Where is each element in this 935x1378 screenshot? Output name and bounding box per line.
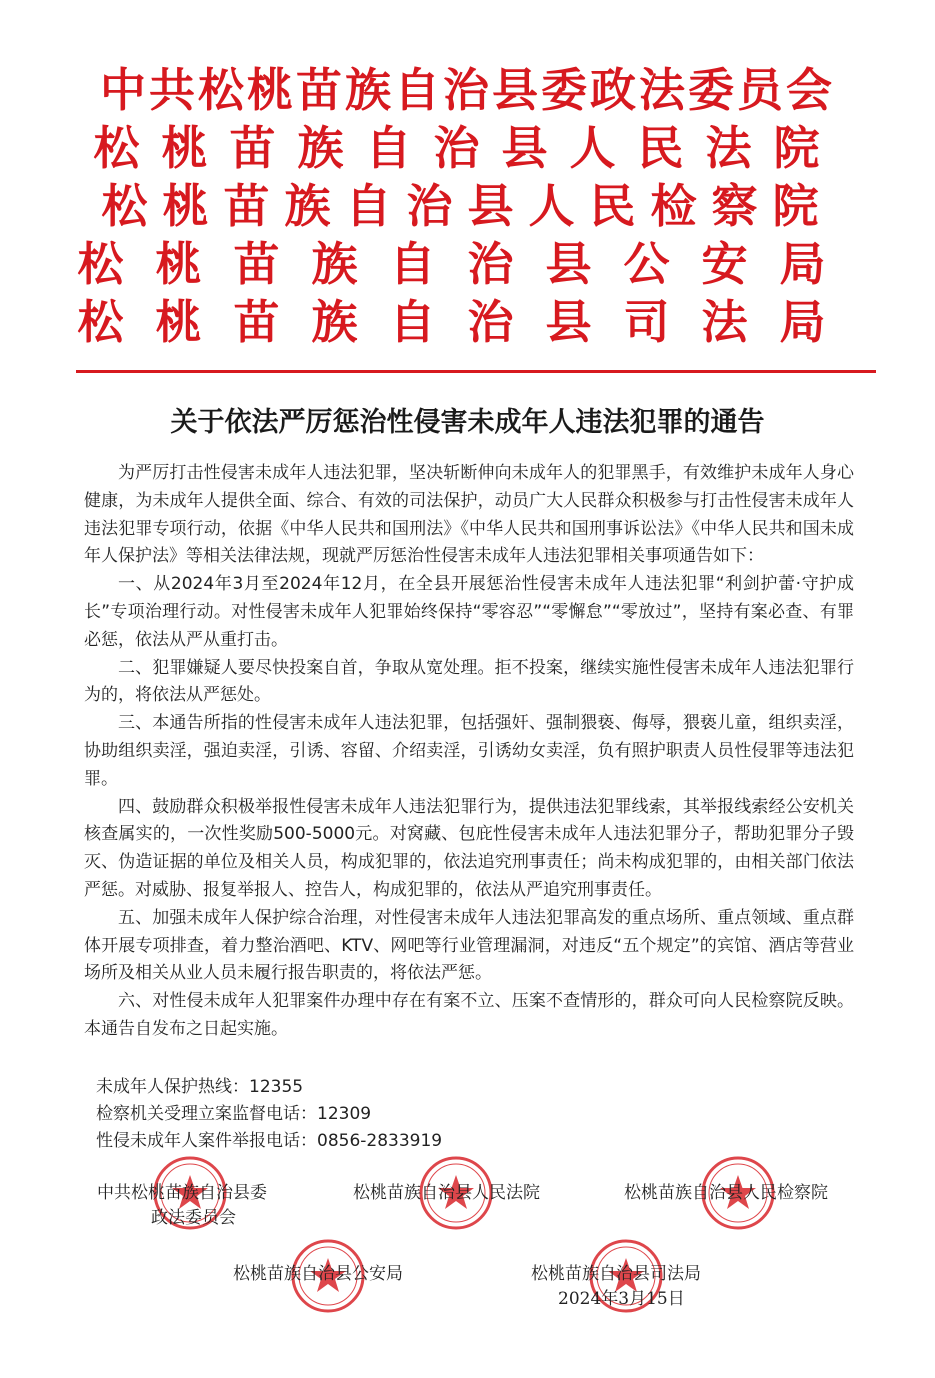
signer-procuratorate: 松桃苗族自治县人民检察院: [624, 1183, 828, 1203]
agency-title-public-security: 松桃苗族自治县公安局: [77, 237, 858, 291]
notice-item-2: 二、犯罪嫌疑人要尽快投案自首，争取从宽处理。拒不投案，继续实施性侵害未成年人违法犯罪行为的，将依法从严惩处。: [84, 657, 854, 706]
signer-justice-bureau: 松桃苗族自治县司法局: [531, 1264, 701, 1284]
notice-item-5: 五、加强未成年人保护综合治理，对性侵害未成年人违法犯罪高发的重点场所、重点领域、重点群体开展专项排查，着力整治酒吧、KTV、网吧等行业管理漏洞，对违反“五个规定”的宾馆、酒店等营业场所及相关从业人员未履行报告职责的，将依法严惩。: [84, 907, 854, 984]
signer-court: 松桃苗族自治县人民法院: [353, 1183, 540, 1203]
issue-date: 2024年3月15日: [558, 1289, 685, 1309]
notice-item-3: 三、本通告所指的性侵害未成年人违法犯罪，包括强奸、强制猥亵、侮辱，猥亵儿童，组织卖淫，协助组织卖淫，强迫卖淫，引诱、容留、介绍卖淫，引诱幼女卖淫，负有照护职责人员性侵罪等违法犯罪。: [84, 713, 854, 789]
notice-item-1: 一、从2024年3月至2024年12月，在全县开展惩治性侵害未成年人违法犯罪“利剑护蕾·守护成长”专项治理行动。对性侵害未成年人犯罪始终保持“零容忍”“零懈怠”“零放过”，坚持有案必查、有罪必惩，依法从严从重打击。: [84, 574, 854, 650]
notice-body: [84, 460, 854, 1044]
notice-intro-paragraph: 为严厉打击性侵害未成年人违法犯罪，坚决斩断伸向未成年人的犯罪黑手，有效维护未成年人身心健康，为未成年人提供全面、综合、有效的司法保护，动员广大人民群众积极参与打击性侵害未成年人违法犯罪专项行动，依据《中华人民共和国刑法》《中华人民共和国刑事诉讼法》《中华人民共和国未成年人保护法》等相关法律法规，现就严厉惩治性侵害未成年人违法犯罪相关事项通告如下：: [84, 463, 854, 567]
red-divider-line: [76, 370, 876, 373]
signer-party-committee-line2: 政法委员会: [151, 1208, 236, 1228]
notice-title: 关于依法严厉惩治性侵害未成年人违法犯罪的通告: [170, 407, 765, 438]
hotline-procuratorate-supervision: 检察机关受理立案监督电话：12309: [96, 1104, 372, 1124]
signer-public-security: 松桃苗族自治县公安局: [233, 1264, 403, 1284]
hotline-minor-protection: 未成年人保护热线：12355: [96, 1077, 304, 1097]
hotline-list: [96, 1074, 696, 1155]
agency-title-justice-bureau: 松桃苗族自治县司法局: [77, 295, 858, 349]
agency-title-procuratorate: 松桃苗族自治县人民检察院: [101, 179, 834, 233]
agency-title-political-legal-committee: 中共松桃苗族自治县委政法委员会: [100, 63, 835, 117]
signer-party-committee-line1: 中共松桃苗族自治县委: [97, 1183, 267, 1203]
hotline-report: 性侵未成年人案件举报电话：0856-2833919: [96, 1131, 443, 1151]
agency-title-court: 松桃苗族自治县人民法院: [93, 121, 842, 175]
notice-item-4: 四、鼓励群众积极举报性侵害未成年人违法犯罪行为，提供违法犯罪线索，其举报线索经公安机关核查属实的，一次性奖励500-5000元。对窝藏、包庇性侵害未成年人违法犯罪分子，帮助犯罪分子毁灭、伪造证据的单位及相关人员，构成犯罪的，依法追究刑事责任；尚未构成犯罪的，由相关部门依法严惩。对威胁、报复举报人、控告人，构成犯罪的，依法从严追究刑事责任。: [84, 796, 854, 900]
notice-item-6: 六、对性侵未成年人犯罪案件办理中存在有案不立、压案不查情形的，群众可向人民检察院反映。本通告自发布之日起实施。: [84, 991, 854, 1039]
